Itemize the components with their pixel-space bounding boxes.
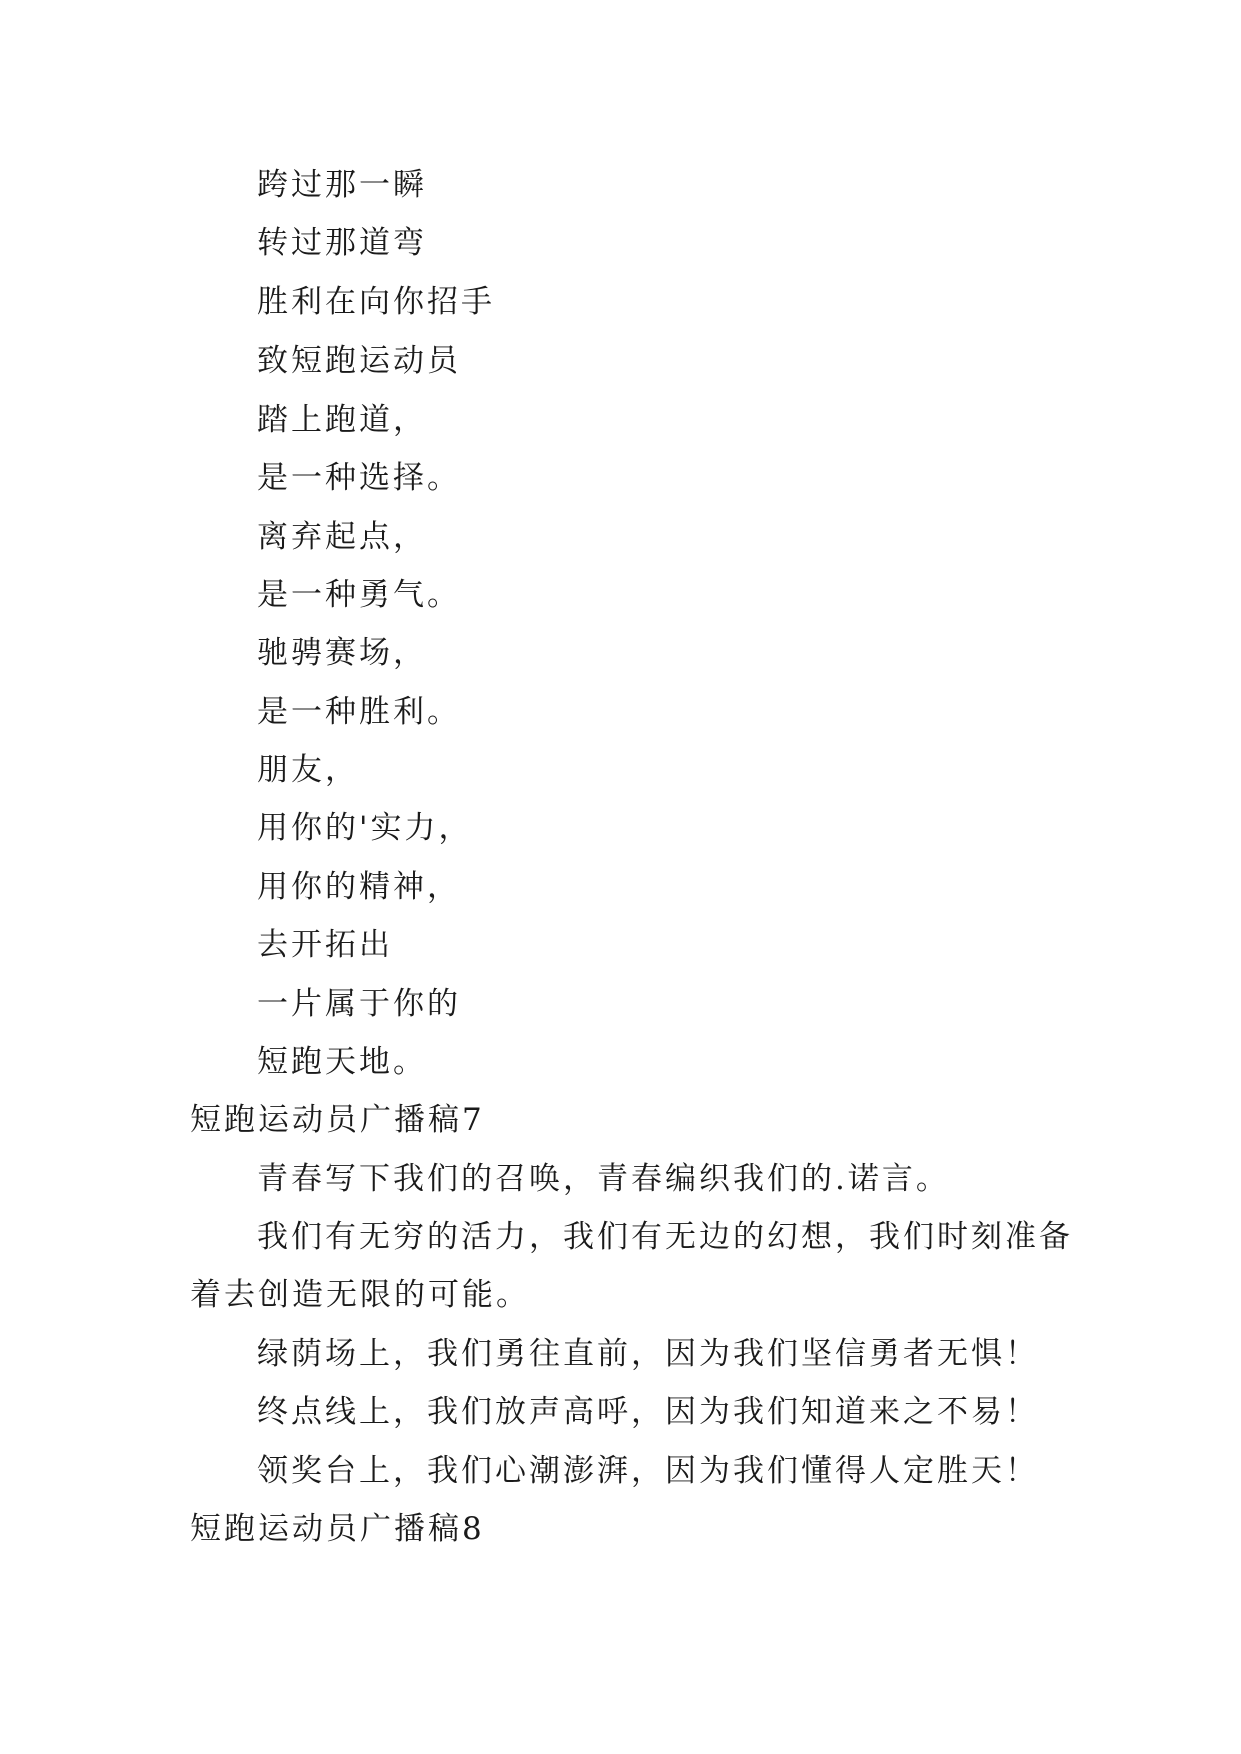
poem-line: 是一种胜利。 — [257, 694, 461, 730]
poem-line: 踏上跑道， — [257, 402, 427, 438]
paragraph: 终点线上，我们放声高呼，因为我们知道来之不易！ — [257, 1394, 1039, 1430]
poem-line: 短跑天地。 — [257, 1044, 427, 1080]
poem-line: 朋友， — [257, 752, 359, 788]
paragraph: 我们有无穷的活力，我们有无边的幻想，我们时刻准备 — [257, 1219, 1073, 1255]
paragraph: 领奖台上，我们心潮澎湃，因为我们懂得人定胜天！ — [257, 1453, 1039, 1489]
poem-line: 一片属于你的 — [257, 986, 461, 1022]
poem-line: 是一种勇气。 — [257, 577, 461, 613]
paragraph: 绿荫场上，我们勇往直前，因为我们坚信勇者无惧！ — [257, 1336, 1039, 1372]
poem-line: 离弃起点， — [257, 519, 427, 555]
paragraph: 青春写下我们的召唤，青春编织我们的.诺言。 — [257, 1161, 950, 1197]
paragraph-continuation: 着去创造无限的可能。 — [190, 1277, 530, 1313]
poem-line: 用你的'实力， — [257, 810, 473, 846]
poem-line: 致短跑运动员 — [257, 343, 461, 379]
poem-line: 驰骋赛场， — [257, 635, 427, 671]
poem-line: 用你的精神， — [257, 869, 461, 905]
section-heading-8: 短跑运动员广播稿8 — [190, 1511, 485, 1547]
poem-line: 转过那道弯 — [257, 225, 427, 261]
poem-line: 去开拓出 — [257, 927, 393, 963]
poem-line: 是一种选择。 — [257, 460, 461, 496]
poem-line: 跨过那一瞬 — [257, 167, 427, 203]
section-heading-7: 短跑运动员广播稿7 — [190, 1102, 485, 1138]
poem-line: 胜利在向你招手 — [257, 284, 495, 320]
